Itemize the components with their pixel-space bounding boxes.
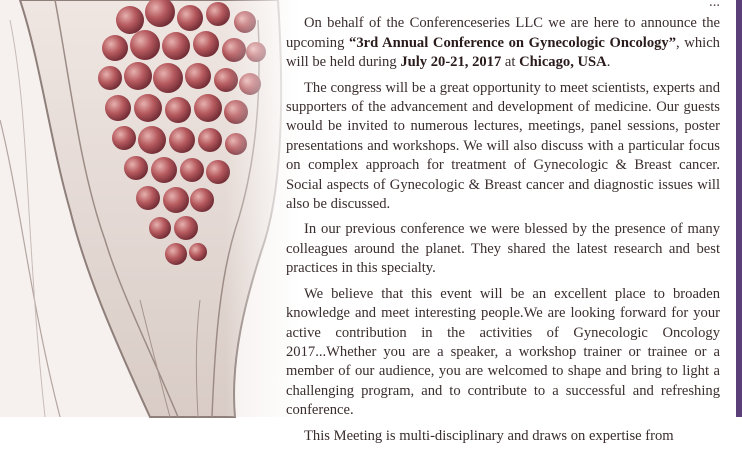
paragraph-welcome: We believe that this event will be an excellent place to broaden knowledge and meet interesting people.We are looking forward for your active contribution in the activities of Gynecologic Oncology 2017...Whether you are a speaker, a workshop trainer or trainee or a member of our audience, you are welcomed to shape and bring to light a challenging program, and to contribute to a successful and refreshing conference. [286,285,720,419]
announcement-intro: On behalf of the Conferenceseries LLC we are here to announce the upcoming [286,15,720,51]
announcement-at: at [501,54,520,71]
paragraph-previous-conference: In our previous conference we were blessed by the presence of many colleagues around the planet. They shared the latest research and best practices in this specialty. [286,221,720,277]
quote-close: ” [668,34,677,51]
top-cut-line: ... [709,0,720,10]
anatomical-illustration [0,0,300,417]
quote-open: “ [349,34,357,51]
announcement-end: . [606,54,611,71]
announcement-mid: , which will be held during [286,34,720,71]
paragraph-congress: The congress will be a great opportunity to meet scientists, experts and supporters of the advancement and development of medicine. Our guests would be invited to numerous lectures, meetings, panel sessions, poster presentations and workshops. We will also discuss with a particular focus on complex approach for treatment of Gynecologic & Breast cancer. Social aspects of Gynecologic & Breast cancer and diagnostic issues will also be discussed. [286,79,720,213]
right-border [736,0,742,417]
intro-text-column [286,0,720,452]
conference-name: 3rd Annual Conference on Gynecologic Oncology [356,34,669,51]
paragraph-announcement [286,14,720,72]
paragraph-meeting: This Meeting is multi-disciplinary and draws on expertise from [304,427,674,444]
conference-location: Chicago, USA [519,54,607,71]
conference-dates: July 20-21, 2017 [400,54,502,71]
